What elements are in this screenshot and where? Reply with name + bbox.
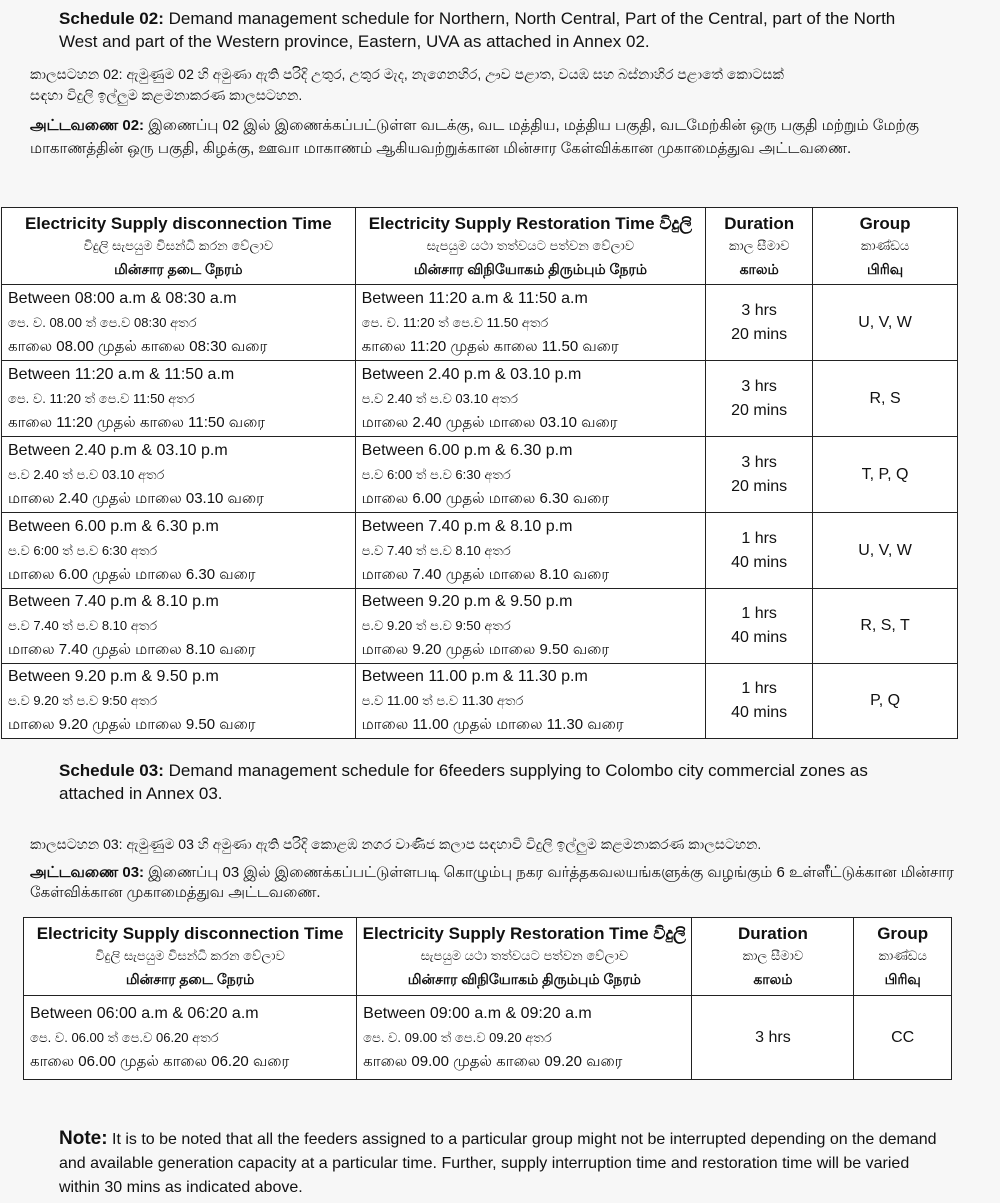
schedule-03-table bbox=[23, 917, 952, 1080]
group-value: U, V, W bbox=[858, 313, 912, 331]
time-ta: காலை 09.00 முதல் காலை 09.20 வரை bbox=[363, 1052, 623, 1070]
restoration-cell bbox=[355, 437, 706, 513]
header-restoration-en: Electricity Supply Restoration Time විදුලි bbox=[362, 924, 687, 943]
duration-cell bbox=[706, 285, 813, 361]
note-label: Note: bbox=[59, 1128, 108, 1149]
duration-hours: 3 hrs bbox=[755, 1028, 791, 1046]
header-duration-si: කාල සීමාව bbox=[728, 237, 790, 253]
time-en: Between 9.20 p.m & 9.50 p.m bbox=[8, 668, 219, 685]
header-disconnection-ta: மின்சார தடை நேரம் bbox=[114, 260, 243, 277]
group-cell bbox=[813, 437, 958, 513]
time-en: Between 11.00 p.m & 11.30 p.m bbox=[361, 668, 588, 685]
time-ta: மாலை 9.20 முதல் மாலை 9.50 வரை bbox=[361, 641, 610, 658]
group-cell bbox=[813, 361, 958, 437]
tamil-description: இணைப்பு 02 இல் இணைக்கப்பட்டுள்ள வடக்கு, வட மத்திய, மத்திய பகுதி, வடமேற்கின் ஒரு பகுதி மற்றும் மேற்கு மாகாணத்தின் ஒரு பகுதி, கிழக்கு, ஊவா மாகாணம் ஆகியவற்றுக்கான மின்சார கேள்விக்கான முகாமைத்துவ அட்டவணை. bbox=[30, 117, 919, 157]
header-group bbox=[813, 208, 958, 285]
tamil-label: அட்டவணை 02: bbox=[30, 117, 145, 134]
time-ta: காலை 06.00 முதல் காலை 06.20 வரை bbox=[30, 1052, 290, 1070]
table-row bbox=[2, 589, 958, 664]
time-en: Between 6.00 p.m & 6.30 p.m bbox=[8, 517, 219, 535]
time-en: Between 11:20 a.m & 11:50 a.m bbox=[8, 365, 235, 383]
header-group-ta: பிரிவு bbox=[884, 971, 921, 987]
disconnection-cell bbox=[2, 361, 356, 437]
restoration-cell bbox=[355, 589, 706, 664]
header-disconnection-en: Electricity Supply disconnection Time bbox=[36, 924, 344, 943]
time-si: පෙ. ව. 11:20 ත් පෙ.ව 11.50 අතර bbox=[361, 314, 549, 330]
time-en: Between 7.40 p.m & 8.10 p.m bbox=[8, 593, 219, 610]
table-header-row bbox=[2, 208, 958, 285]
table-row bbox=[24, 996, 952, 1080]
duration-mins: 20 mins bbox=[731, 477, 788, 495]
header-restoration-ta: மின்சார விநியோகம் திரும்பும் நேரம் bbox=[413, 260, 647, 277]
schedule-02-title bbox=[59, 7, 929, 53]
restoration-cell bbox=[357, 996, 692, 1080]
duration-cell bbox=[706, 513, 813, 589]
time-ta: காலை 08.00 முதல் காலை 08:30 வரை bbox=[8, 337, 268, 355]
time-en: Between 2.40 p.m & 03.10 p.m bbox=[8, 441, 228, 459]
restoration-cell bbox=[355, 513, 706, 589]
header-duration-ta: காலம் bbox=[753, 971, 793, 987]
header-duration-en: Duration bbox=[737, 924, 808, 943]
time-ta: காலை 11:20 முதல் காலை 11.50 வரை bbox=[361, 337, 619, 355]
header-group-si: කාණ්ඩය bbox=[860, 237, 910, 253]
disconnection-cell bbox=[2, 589, 356, 664]
time-si: ප.ව 6:00 ත් ප.ව 6:30 අතර bbox=[8, 542, 158, 558]
header-disconnection bbox=[24, 918, 357, 996]
time-si: පෙ. ව. 06.00 ත් පෙ.ව 06.20 අතර bbox=[30, 1029, 219, 1045]
table-header-row bbox=[24, 918, 952, 996]
disconnection-cell bbox=[2, 437, 356, 513]
duration-hours: 1 hrs bbox=[741, 680, 777, 697]
restoration-cell bbox=[355, 361, 706, 437]
duration-cell bbox=[706, 437, 813, 513]
table-row bbox=[2, 437, 958, 513]
time-en: Between 9.20 p.m & 9.50 p.m bbox=[361, 593, 573, 610]
group-value: CC bbox=[891, 1028, 915, 1046]
header-disconnection-si: විදුලි සැපයුම විසන්ධි කරන වේලාව bbox=[83, 237, 274, 253]
schedule-02-sinhala bbox=[30, 64, 980, 106]
restoration-cell bbox=[355, 664, 706, 739]
header-group-ta: பிரிவு bbox=[866, 260, 904, 277]
header-disconnection-ta: மின்சார தடை நேரம் bbox=[125, 971, 255, 987]
time-en: Between 09:00 a.m & 09:20 a.m bbox=[363, 1004, 592, 1022]
duration-hours: 1 hrs bbox=[741, 529, 777, 547]
duration-hours: 3 hrs bbox=[741, 453, 777, 471]
group-cell bbox=[813, 589, 958, 664]
time-ta: மாலை 2.40 முதல் மாலை 03.10 வரை bbox=[361, 413, 618, 431]
header-restoration-en: Electricity Supply Restoration Time විදුලි bbox=[368, 213, 693, 233]
schedule-02-table bbox=[1, 207, 958, 739]
header-duration bbox=[692, 918, 854, 996]
sinhala-line-2: සඳහා විදුලි ඉල්ලුම කළමනාකරණ කාලසටහන. bbox=[30, 87, 303, 103]
note-text: It is to be noted that all the feeders assigned to a particular group might not be interrupted depending on the demand and available generation capacity at a particular time. Further, supply interruption time and restoration time will be varied within 30 mins as indicated above. bbox=[59, 1131, 937, 1196]
duration-mins: 40 mins bbox=[731, 553, 788, 571]
duration-hours: 3 hrs bbox=[741, 377, 777, 395]
group-cell bbox=[813, 513, 958, 589]
duration-cell bbox=[706, 589, 813, 664]
time-en: Between 06:00 a.m & 06:20 a.m bbox=[30, 1004, 259, 1022]
sinhala-line: කාලසටහන 03: ඇමුණුම 03 හි අමුණා ඇති පරිදි කොළඹ නගර වාණිජ කලාප සඳහාවි විදුලි ඉල්ලුම කළමනාකරණ කාලසටහන. bbox=[30, 836, 762, 852]
duration-hours: 1 hrs bbox=[741, 605, 777, 622]
disconnection-cell bbox=[2, 664, 356, 739]
time-ta: மாலை 7.40 முதல் மாலை 8.10 வரை bbox=[8, 641, 256, 658]
header-duration-ta: காலம் bbox=[739, 260, 779, 277]
header-restoration bbox=[357, 918, 692, 996]
time-si: පෙ. ව. 09.00 ත් පෙ.ව 09.20 අතර bbox=[363, 1029, 552, 1045]
time-ta: மாலை 9.20 முதல் மாலை 9.50 வரை bbox=[8, 716, 256, 733]
header-restoration bbox=[355, 208, 706, 285]
duration-cell bbox=[706, 664, 813, 739]
schedule-03-sinhala bbox=[30, 834, 980, 855]
header-duration-si: කාල සීමාව bbox=[742, 948, 804, 963]
tamil-label: அட்டவணை 03: bbox=[30, 864, 145, 881]
time-si: ප.ව 9.20 ත් ප.ව 9:50 අතර bbox=[361, 618, 511, 633]
schedule-03-label: Schedule 03: bbox=[59, 761, 164, 780]
sinhala-line-1: කාලසටහන 02: ඇමුණුම 02 හි අමුණා ඇති පරිදි උතුර, උතුර මැද, නැගෙනහිර, ඌව පළාත, වයඹ සහ බස්නාහිර පළාතේ කොටසක් bbox=[30, 66, 784, 82]
header-restoration-si: සැපයුම යථා තත්වයට පත්වන වේලාව bbox=[420, 948, 629, 963]
time-si: ප.ව 2.40 ත් ප.ව 03.10 අතර bbox=[361, 390, 518, 406]
time-si: ප.ව 7.40 ත් ප.ව 8.10 අතර bbox=[361, 542, 511, 558]
time-si: ප.ව 2.40 ත් ප.ව 03.10 අතර bbox=[8, 466, 165, 482]
time-si: ප.ව 11.00 ත් ප.ව 11.30 අතර bbox=[361, 693, 524, 708]
header-duration-en: Duration bbox=[724, 213, 795, 233]
header-group-si: කාණ්ඩය bbox=[878, 948, 927, 963]
duration-mins: 40 mins bbox=[731, 629, 788, 646]
schedule-02-tamil bbox=[30, 114, 960, 160]
schedule-03-title bbox=[59, 759, 919, 805]
group-cell bbox=[854, 996, 952, 1080]
header-disconnection bbox=[2, 208, 356, 285]
time-si: පෙ. ව. 08.00 ත් පෙ.ව 08:30 අතර bbox=[8, 314, 197, 330]
time-ta: காலை 11:20 முதல் காலை 11:50 வரை bbox=[8, 413, 266, 431]
time-en: Between 2.40 p.m & 03.10 p.m bbox=[361, 365, 582, 383]
time-ta: மாலை 6.00 முதல் மாலை 6.30 வரை bbox=[361, 489, 610, 507]
group-value: R, S, T bbox=[860, 617, 910, 634]
time-si: ප.ව 9.20 ත් ප.ව 9:50 අතර bbox=[8, 693, 158, 708]
header-disconnection-si: විදුලි සැපයුම විසන්ධි කරන වේලාව bbox=[95, 948, 285, 963]
time-en: Between 08:00 a.m & 08:30 a.m bbox=[8, 289, 237, 307]
note-paragraph bbox=[59, 1127, 951, 1200]
schedule-02-label: Schedule 02: bbox=[59, 9, 164, 28]
schedule-03-tamil bbox=[30, 863, 970, 903]
tamil-description: இணைப்பு 03 இல் இணைக்கப்பட்டுள்ளபடி கொழும்பு நகர வர்த்தகவலயங்களுக்கு வழங்கும் 6 உள்ளீட்டுக்கான மின்சார கேள்விக்கான முகாமைத்துவ அட்டவணை. bbox=[30, 864, 954, 901]
time-si: ප.ව 6:00 ත් ප.ව 6:30 අතර bbox=[361, 466, 511, 482]
duration-mins: 20 mins bbox=[731, 401, 788, 419]
group-cell bbox=[813, 285, 958, 361]
time-en: Between 11:20 a.m & 11:50 a.m bbox=[361, 289, 588, 307]
header-restoration-si: සැපයුම යථා තත්වයට පත්වන වේලාව bbox=[426, 237, 635, 253]
header-group-en: Group bbox=[877, 924, 929, 943]
table-row bbox=[2, 361, 958, 437]
schedule-02-description: Demand management schedule for Northern, North Central, Part of the Central, part of the North West and part of the Western province, Eastern, UVA as attached in Annex 02. bbox=[59, 9, 896, 51]
time-en: Between 7.40 p.m & 8.10 p.m bbox=[361, 517, 573, 535]
restoration-cell bbox=[355, 285, 706, 361]
time-en: Between 6.00 p.m & 6.30 p.m bbox=[361, 441, 573, 459]
schedule-03-description: Demand management schedule for 6feeders supplying to Colombo city commercial zones as attached in Annex 03. bbox=[59, 761, 868, 803]
header-duration bbox=[706, 208, 813, 285]
disconnection-cell bbox=[24, 996, 357, 1080]
duration-cell bbox=[692, 996, 854, 1080]
duration-cell bbox=[706, 361, 813, 437]
group-cell bbox=[813, 664, 958, 739]
header-group-en: Group bbox=[859, 213, 911, 233]
group-value: T, P, Q bbox=[861, 465, 909, 483]
group-value: P, Q bbox=[870, 692, 901, 709]
group-value: U, V, W bbox=[858, 541, 912, 559]
header-restoration-ta: மின்சார விநியோகம் திரும்பும் நேரம் bbox=[407, 971, 641, 987]
table-row bbox=[2, 664, 958, 739]
time-si: ප.ව 7.40 ත් ප.ව 8.10 අතර bbox=[8, 618, 158, 633]
time-ta: மாலை 7.40 முதல் மாலை 8.10 வரை bbox=[361, 565, 610, 583]
group-value: R, S bbox=[869, 389, 901, 407]
time-ta: மாலை 2.40 முதல் மாலை 03.10 வரை bbox=[8, 489, 264, 507]
table-row bbox=[2, 285, 958, 361]
table-row bbox=[2, 513, 958, 589]
duration-hours: 3 hrs bbox=[741, 301, 777, 319]
duration-mins: 20 mins bbox=[731, 325, 788, 343]
header-disconnection-en: Electricity Supply disconnection Time bbox=[24, 213, 332, 233]
disconnection-cell bbox=[2, 285, 356, 361]
disconnection-cell bbox=[2, 513, 356, 589]
time-si: පෙ. ව. 11:20 ත් පෙ.ව 11:50 අතර bbox=[8, 390, 195, 406]
time-ta: மாலை 11.00 முதல் மாலை 11.30 வரை bbox=[361, 716, 624, 733]
duration-mins: 40 mins bbox=[731, 704, 788, 721]
time-ta: மாலை 6.00 முதல் மாலை 6.30 வரை bbox=[8, 565, 256, 583]
header-group bbox=[854, 918, 952, 996]
